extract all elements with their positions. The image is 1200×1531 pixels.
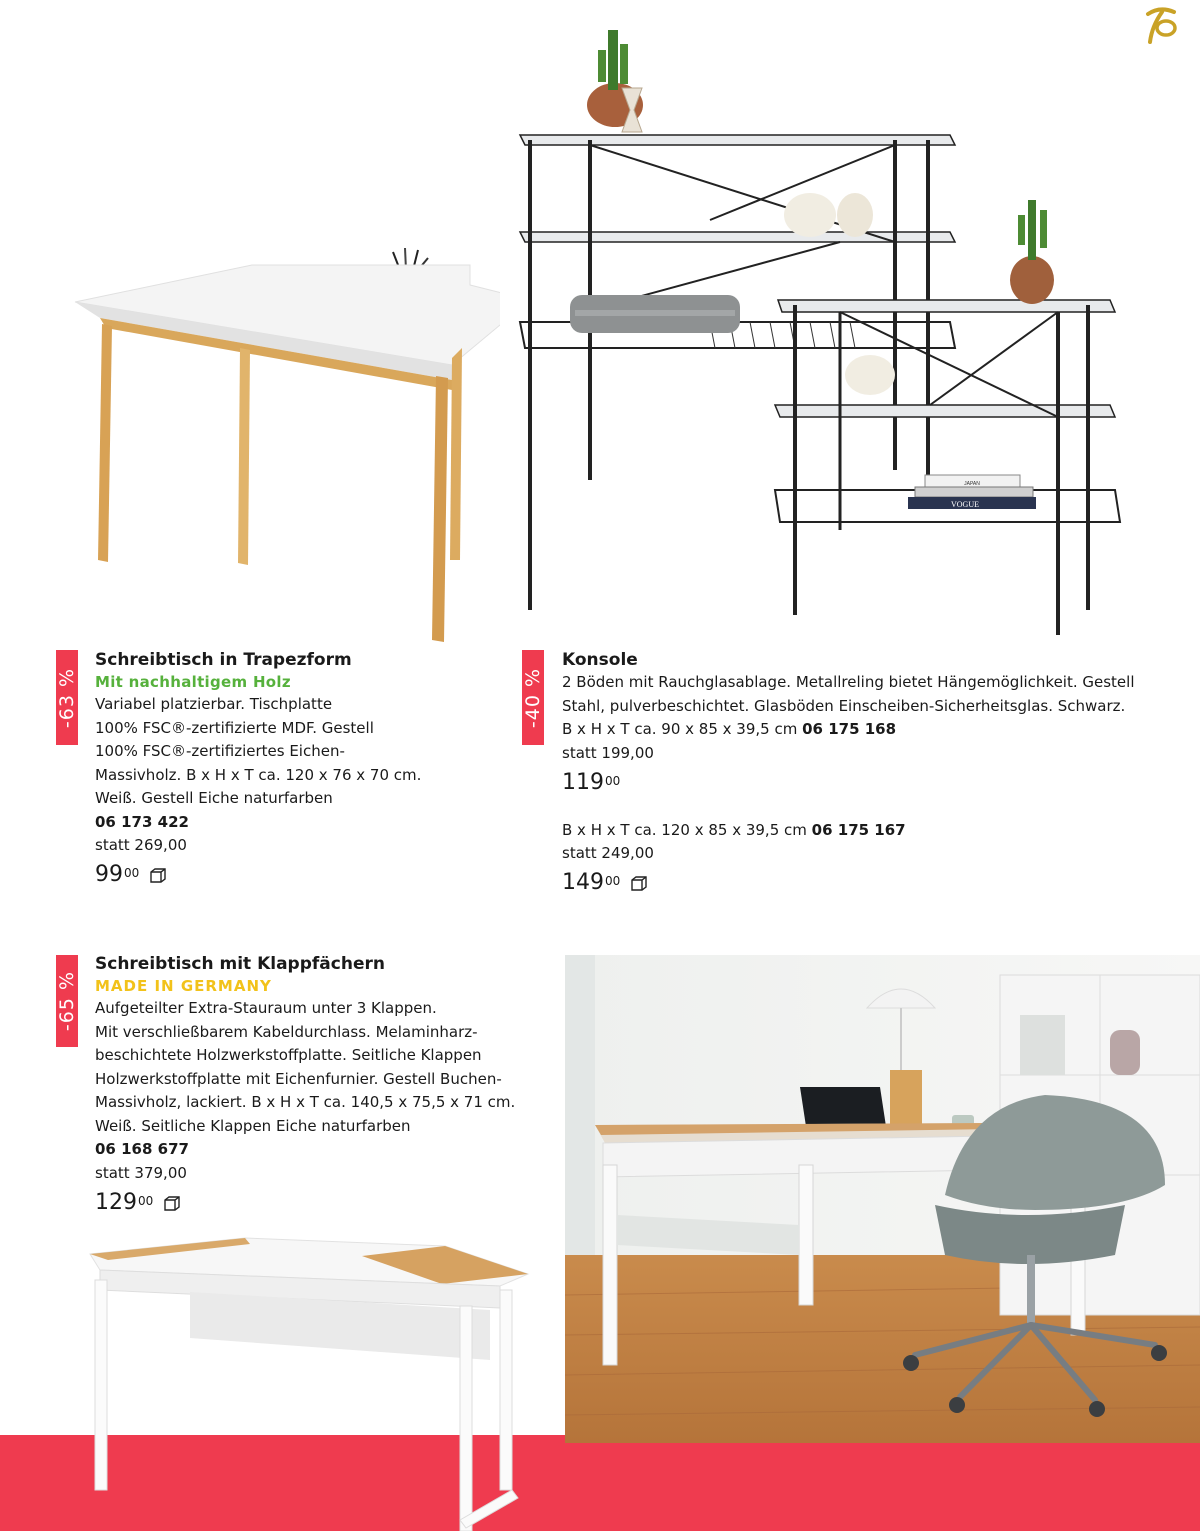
- discount-badge-2: -40 %: [522, 650, 544, 745]
- product-2-price-2: 149 $^{00}$: [562, 869, 1182, 897]
- product-2-price-1: 119 $^{00}$: [562, 769, 621, 795]
- parcel-delivery-icon: [149, 867, 167, 883]
- tchibo-coffee-bean-logo-icon: [1138, 4, 1182, 48]
- product-2-article-number-2: 06 175 167: [811, 820, 906, 839]
- product-2-description: 2 Böden mit Rauchglasablage. Metallreling bietet Hängemöglichkeit. Gestell Stahl, pulverbeschichtet. Glasböden Einscheiben-Sicherheitsglas. Schwarz. B x H x T ca. 90 x 85 x 39,5 cm 06 175 168: [562, 673, 1135, 738]
- product-2-article-number-1: 06 175 168: [802, 720, 897, 738]
- product-3-price: 129 $^{00}$: [95, 1189, 545, 1217]
- book-spine-japan: JAPAN: [964, 481, 980, 487]
- product-3-info: [95, 953, 545, 1217]
- product-2-old-price-1: statt 199,00: [562, 743, 654, 762]
- product-2-title: Konsole: [562, 650, 638, 670]
- product-2-variant-2: B x H x T ca. 120 x 85 x 39,5 cm 06 175 167: [562, 820, 906, 839]
- parcel-delivery-icon: [163, 1195, 181, 1211]
- product-3-subtitle: MADE IN GERMANY: [95, 977, 272, 995]
- product-2-old-price-2: statt 249,00: [562, 844, 654, 862]
- discount-badge-3: -65 %: [56, 955, 78, 1047]
- product-3-description: Aufgeteilter Extra-Stauraum unter 3 Klappen. Mit verschließbarem Kabeldurchlass. Melaminharz- beschichtete Holzwerkstoffplatte. Seitliche Klappen Holzwerkstoffplatte mit Eichenfurnier. Gestell Buchen- Massivholz, lackiert. B x H x T ca. 140,5 x 75,5 x 71 cm. Weiß. Seitliche Klappen Eiche naturfarben 06 168 677: [95, 999, 516, 1158]
- parcel-delivery-icon: [630, 875, 648, 891]
- trapezoid-desk-photo: [60, 240, 500, 650]
- product-2-info: [562, 649, 1182, 897]
- discount-badge-1: -63 %: [56, 650, 78, 745]
- product-1-subtitle: Mit nachhaltigem Holz: [95, 673, 291, 691]
- product-1-description: Variabel platzierbar. Tischplatte 100% FSC®-zertifizierte MDF. Gestell 100% FSC®-zertifiziertes Eichen- Massivholz. B x H x T ca. 120 x 76 x 70 cm. Weiß. Gestell Eiche naturfarben 06 173 422: [95, 695, 422, 831]
- desk-with-flaps-photo: [80, 1230, 540, 1531]
- product-1-price: 99 $^{00}$: [95, 861, 515, 889]
- product-3-title: Schreibtisch mit Klappfächern: [95, 954, 385, 974]
- console-shelf-photo: [510, 10, 1130, 640]
- product-1-article-number: 06 173 422: [95, 812, 189, 831]
- room-scene-photo: [565, 955, 1200, 1443]
- product-1-title: Schreibtisch in Trapezform: [95, 650, 352, 670]
- product-3-old-price: statt 379,00: [95, 1163, 187, 1182]
- product-1-old-price: statt 269,00: [95, 836, 187, 854]
- product-3-article-number: 06 168 677: [95, 1140, 189, 1158]
- product-1-info: [95, 649, 515, 889]
- book-spine-vogue: VOGUE: [951, 500, 979, 509]
